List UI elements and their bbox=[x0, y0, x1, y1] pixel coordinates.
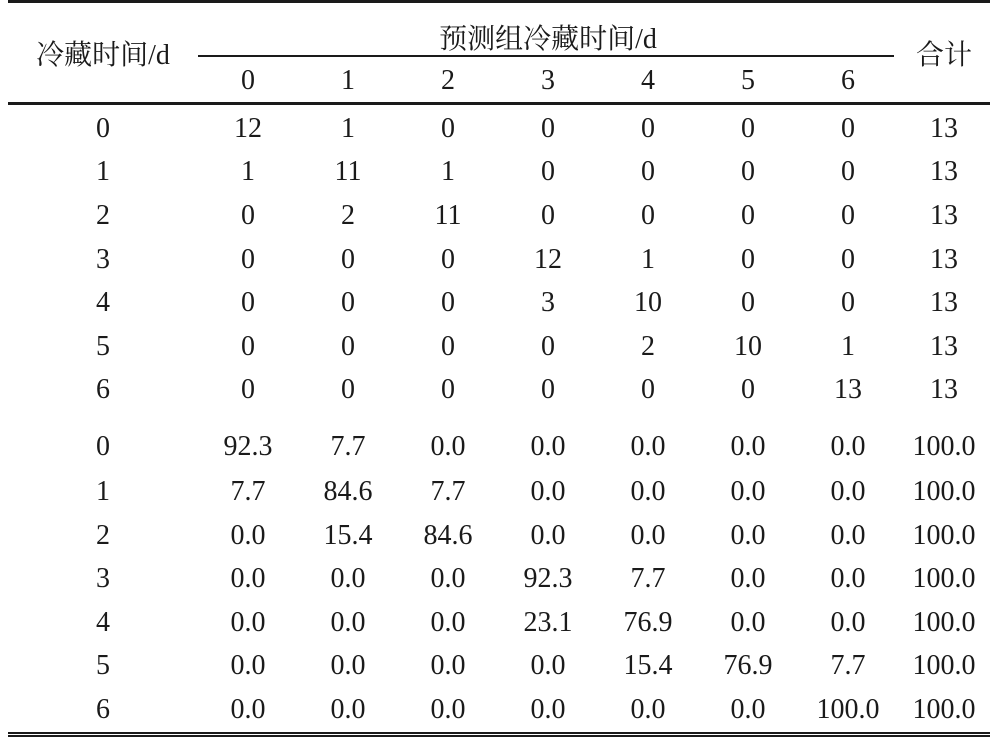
table-cell: 0 bbox=[541, 199, 555, 231]
table-cell: 0.0 bbox=[330, 606, 366, 638]
percent-row bbox=[8, 470, 990, 514]
table-cell: 0 bbox=[541, 156, 555, 188]
percent-row bbox=[8, 514, 990, 558]
count-row bbox=[8, 151, 990, 195]
row-label: 4 bbox=[96, 606, 110, 638]
count-row bbox=[8, 194, 990, 238]
table-cell: 0.0 bbox=[530, 693, 566, 725]
table-cell: 0.0 bbox=[530, 650, 566, 682]
table-cell: 15.4 bbox=[323, 519, 373, 551]
table-cell: 0 bbox=[641, 156, 655, 188]
table-cell: 0.0 bbox=[730, 693, 766, 725]
table-cell: 0.0 bbox=[430, 563, 466, 595]
table-cell: 92.3 bbox=[223, 431, 273, 463]
row-total: 13 bbox=[930, 330, 959, 362]
table-cell: 0.0 bbox=[530, 519, 566, 551]
table-cell: 0 bbox=[641, 199, 655, 231]
table-cell: 1 bbox=[241, 156, 255, 188]
table-cell: 0 bbox=[341, 330, 355, 362]
table-cell: 0 bbox=[741, 287, 755, 319]
table-cell: 76.9 bbox=[723, 650, 773, 682]
table-cell: 7.7 bbox=[830, 650, 866, 682]
table-cell: 0 bbox=[541, 374, 555, 406]
table-cell: 0.0 bbox=[430, 650, 466, 682]
row-label: 2 bbox=[96, 519, 110, 551]
table-cell: 0.0 bbox=[730, 431, 766, 463]
row-total: 13 bbox=[930, 112, 959, 144]
predicted-group-header bbox=[198, 2, 898, 58]
table-cell: 15.4 bbox=[623, 650, 673, 682]
table-cell: 0.0 bbox=[630, 519, 666, 551]
count-row bbox=[8, 325, 990, 369]
count-row bbox=[8, 238, 990, 282]
table-cell: 0 bbox=[341, 287, 355, 319]
table-cell: 100.0 bbox=[816, 693, 880, 725]
table-cell: 0.0 bbox=[330, 693, 366, 725]
total-header: 合计 bbox=[898, 2, 990, 104]
table-cell: 0 bbox=[341, 374, 355, 406]
table-cell: 0 bbox=[241, 330, 255, 362]
table-cell: 0 bbox=[841, 243, 855, 275]
table-cell: 0 bbox=[841, 156, 855, 188]
percents-section bbox=[8, 412, 990, 734]
table-cell: 0 bbox=[541, 112, 555, 144]
table-cell: 0 bbox=[441, 330, 455, 362]
classification-table bbox=[8, 0, 990, 737]
table-cell: 0 bbox=[441, 112, 455, 144]
table-cell: 1 bbox=[641, 243, 655, 275]
table-cell: 0 bbox=[741, 112, 755, 144]
row-total: 13 bbox=[930, 199, 959, 231]
table-cell: 0.0 bbox=[230, 563, 266, 595]
predicted-group-label: 预测组冷藏时间/d bbox=[439, 24, 657, 55]
row-label: 3 bbox=[96, 563, 110, 595]
spanner-rule bbox=[198, 55, 894, 57]
row-total: 100.0 bbox=[912, 563, 976, 595]
row-label: 0 bbox=[96, 112, 110, 144]
row-label: 6 bbox=[96, 693, 110, 725]
predicted-day-header: 3 bbox=[498, 57, 598, 104]
table-cell: 2 bbox=[341, 199, 355, 231]
row-label: 2 bbox=[96, 199, 110, 231]
table-cell: 11 bbox=[334, 156, 362, 188]
table-cell: 1 bbox=[441, 156, 455, 188]
percent-row bbox=[8, 688, 990, 734]
table-cell: 0 bbox=[641, 374, 655, 406]
table-cell: 0.0 bbox=[630, 693, 666, 725]
row-label: 5 bbox=[96, 650, 110, 682]
table-cell: 0.0 bbox=[730, 606, 766, 638]
table-cell: 0 bbox=[741, 199, 755, 231]
count-row bbox=[8, 369, 990, 413]
row-label: 0 bbox=[96, 431, 110, 463]
table-cell: 0 bbox=[741, 156, 755, 188]
percent-row bbox=[8, 645, 990, 689]
table-cell: 1 bbox=[841, 330, 855, 362]
table-cell: 7.7 bbox=[430, 475, 466, 507]
table-cell: 10 bbox=[734, 330, 762, 362]
row-label: 4 bbox=[96, 287, 110, 319]
table-cell: 7.7 bbox=[230, 475, 266, 507]
table-cell: 7.7 bbox=[330, 431, 366, 463]
row-total: 13 bbox=[930, 243, 959, 275]
table-cell: 84.6 bbox=[323, 475, 373, 507]
table-cell: 0.0 bbox=[830, 606, 866, 638]
table-cell: 0.0 bbox=[230, 519, 266, 551]
table-header bbox=[8, 2, 990, 104]
row-total: 100.0 bbox=[912, 606, 976, 638]
table-cell: 84.6 bbox=[423, 519, 473, 551]
table-cell: 0.0 bbox=[730, 563, 766, 595]
table-cell: 0 bbox=[741, 243, 755, 275]
table-cell: 0 bbox=[441, 243, 455, 275]
table-cell: 2 bbox=[641, 330, 655, 362]
predicted-day-header: 6 bbox=[798, 57, 898, 104]
table-cell: 0 bbox=[341, 243, 355, 275]
table-cell: 0 bbox=[241, 287, 255, 319]
table-cell: 0 bbox=[841, 112, 855, 144]
counts-section bbox=[8, 104, 990, 413]
row-label: 1 bbox=[96, 475, 110, 507]
table-cell: 0.0 bbox=[830, 431, 866, 463]
table-cell: 76.9 bbox=[623, 606, 673, 638]
table-cell: 0.0 bbox=[530, 431, 566, 463]
percent-row bbox=[8, 557, 990, 601]
table-cell: 0 bbox=[841, 287, 855, 319]
table-cell: 0.0 bbox=[630, 475, 666, 507]
table-cell: 12 bbox=[234, 112, 262, 144]
predicted-day-header: 4 bbox=[598, 57, 698, 104]
table-cell: 0 bbox=[241, 374, 255, 406]
table-cell: 0.0 bbox=[330, 650, 366, 682]
table-cell: 0 bbox=[241, 199, 255, 231]
table-cell: 0 bbox=[741, 374, 755, 406]
table-cell: 0.0 bbox=[430, 606, 466, 638]
row-total: 13 bbox=[930, 374, 959, 406]
table-cell: 0.0 bbox=[430, 693, 466, 725]
table-cell: 0 bbox=[441, 287, 455, 319]
table-cell: 0.0 bbox=[830, 519, 866, 551]
percent-row bbox=[8, 412, 990, 470]
table-cell: 12 bbox=[534, 243, 562, 275]
predicted-day-header: 5 bbox=[698, 57, 798, 104]
row-total: 100.0 bbox=[912, 693, 976, 725]
table-cell: 0.0 bbox=[630, 431, 666, 463]
table-cell: 0.0 bbox=[730, 475, 766, 507]
row-label: 3 bbox=[96, 243, 110, 275]
row-label: 5 bbox=[96, 330, 110, 362]
table-cell: 0.0 bbox=[330, 563, 366, 595]
table-cell: 23.1 bbox=[523, 606, 573, 638]
row-total: 100.0 bbox=[912, 475, 976, 507]
table-cell: 11 bbox=[434, 199, 462, 231]
count-row bbox=[8, 281, 990, 325]
predicted-day-header: 1 bbox=[298, 57, 398, 104]
table-cell: 0 bbox=[841, 199, 855, 231]
table-cell: 1 bbox=[341, 112, 355, 144]
table-cell: 0.0 bbox=[730, 519, 766, 551]
table-cell: 0 bbox=[441, 374, 455, 406]
table-cell: 0.0 bbox=[230, 650, 266, 682]
predicted-day-header: 0 bbox=[198, 57, 298, 104]
table-cell: 7.7 bbox=[630, 563, 666, 595]
row-total: 100.0 bbox=[912, 519, 976, 551]
row-total: 100.0 bbox=[912, 431, 976, 463]
row-label: 6 bbox=[96, 374, 110, 406]
count-row bbox=[8, 104, 990, 151]
row-total: 100.0 bbox=[912, 650, 976, 682]
row-label-header: 冷藏时间/d bbox=[8, 2, 198, 104]
table-cell: 92.3 bbox=[523, 563, 573, 595]
table-cell: 0.0 bbox=[530, 475, 566, 507]
row-label: 1 bbox=[96, 156, 110, 188]
table-cell: 13 bbox=[834, 374, 862, 406]
table-cell: 0 bbox=[541, 330, 555, 362]
table-cell: 0.0 bbox=[430, 431, 466, 463]
row-total: 13 bbox=[930, 156, 959, 188]
table-cell: 3 bbox=[541, 287, 555, 319]
table-cell: 0.0 bbox=[230, 606, 266, 638]
predicted-day-header: 2 bbox=[398, 57, 498, 104]
table-cell: 10 bbox=[634, 287, 662, 319]
percent-row bbox=[8, 601, 990, 645]
table-cell: 0.0 bbox=[230, 693, 266, 725]
table-cell: 0 bbox=[241, 243, 255, 275]
table-cell: 0.0 bbox=[830, 563, 866, 595]
table-cell: 0 bbox=[641, 112, 655, 144]
row-total: 13 bbox=[930, 287, 959, 319]
table-cell: 0.0 bbox=[830, 475, 866, 507]
